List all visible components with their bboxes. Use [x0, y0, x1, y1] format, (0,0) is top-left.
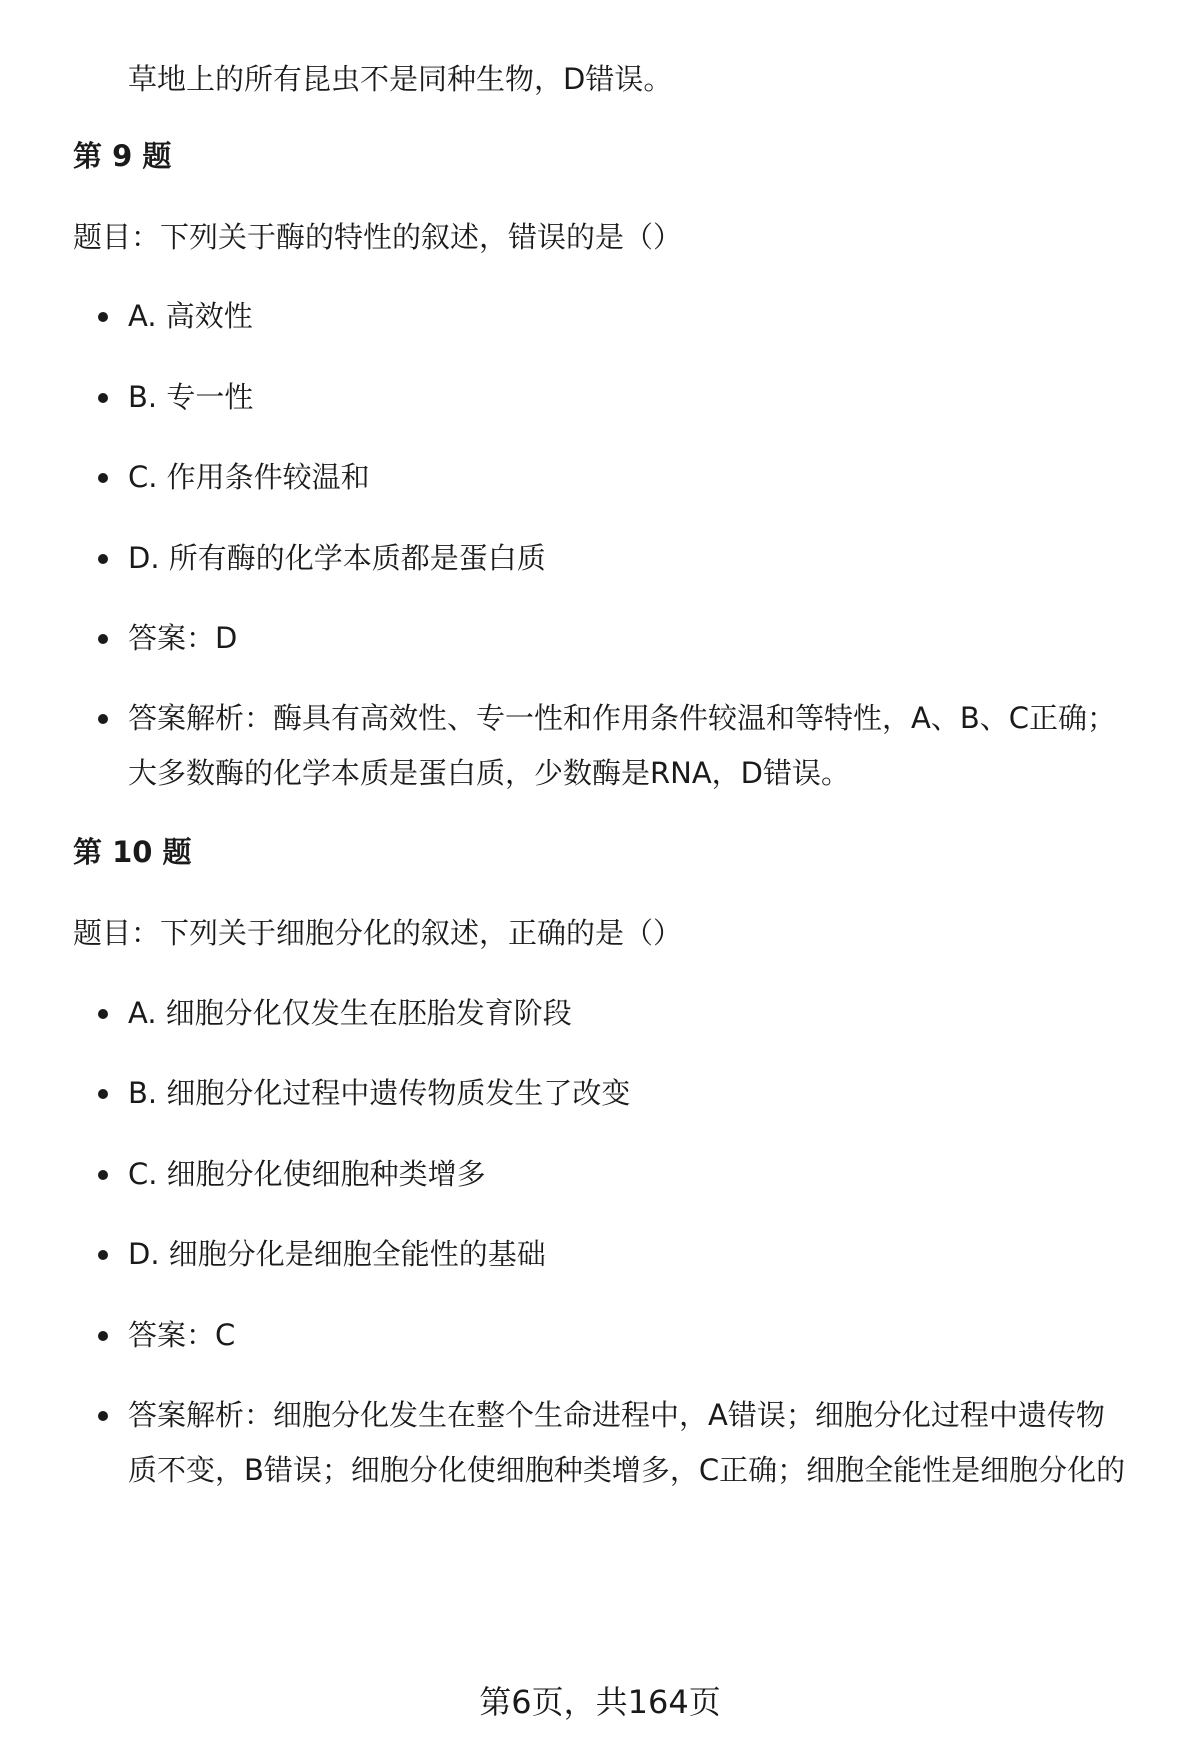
question-10-heading: 第 10 题: [73, 835, 192, 869]
option-text: C. 细胞分化使细胞种类增多: [128, 1157, 486, 1191]
bullet-icon: [98, 312, 108, 322]
question-9-heading: 第 9 题: [73, 139, 172, 173]
answer-text: 答案：C: [128, 1318, 236, 1352]
option-text: B. 细胞分化过程中遗传物质发生了改变: [128, 1076, 631, 1110]
option-text: A. 细胞分化仅发生在胚胎发育阶段: [128, 996, 572, 1030]
answer-text: 答案：D: [128, 621, 238, 655]
bullet-icon: [98, 634, 108, 644]
option-text: A. 高效性: [128, 299, 253, 333]
option-text: D. 所有酶的化学本质都是蛋白质: [128, 541, 546, 575]
analysis-line: 质不变，B错误；细胞分化使细胞种类增多，C正确；细胞全能性是细胞分化的: [128, 1453, 1126, 1487]
bullet-icon: [98, 554, 108, 564]
bullet-icon: [98, 1411, 108, 1421]
analysis-line: 大多数酶的化学本质是蛋白质，少数酶是RNA，D错误。: [128, 756, 851, 790]
bullet-icon: [98, 1089, 108, 1099]
bullet-icon: [98, 714, 108, 724]
bullet-icon: [98, 473, 108, 483]
bullet-icon: [98, 393, 108, 403]
option-text: D. 细胞分化是细胞全能性的基础: [128, 1237, 546, 1271]
bullet-icon: [98, 1250, 108, 1260]
analysis-line: 答案解析：酶具有高效性、专一性和作用条件较温和等特性，A、B、C正确；: [128, 701, 1116, 735]
question-10-stem: 题目：下列关于细胞分化的叙述，正确的是（）: [73, 916, 683, 950]
option-text: B. 专一性: [128, 380, 254, 414]
page-number-footer: 第6页，共164页: [479, 1683, 721, 1721]
option-text: C. 作用条件较温和: [128, 460, 370, 494]
bullet-icon: [98, 1331, 108, 1341]
question-9-stem: 题目：下列关于酶的特性的叙述，错误的是（）: [73, 220, 683, 254]
previous-analysis-continuation: 草地上的所有昆虫不是同种生物，D错误。: [128, 62, 673, 96]
analysis-line: 答案解析：细胞分化发生在整个生命进程中，A错误；细胞分化过程中遗传物: [128, 1398, 1105, 1432]
bullet-icon: [98, 1170, 108, 1180]
bullet-icon: [98, 1009, 108, 1019]
